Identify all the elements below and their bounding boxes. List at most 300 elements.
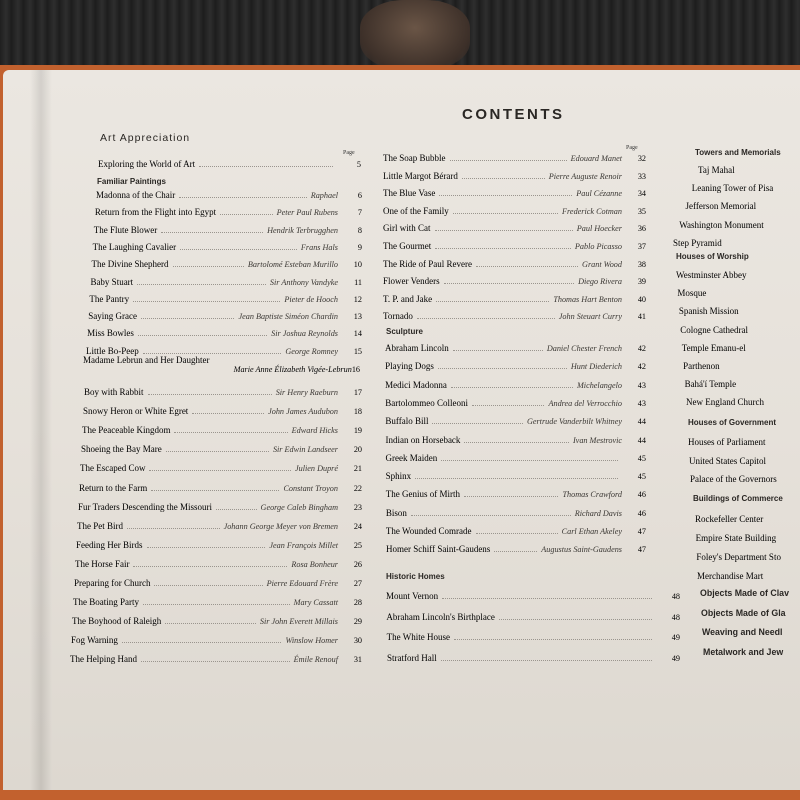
entry-artist: John Steuart Curry xyxy=(558,312,622,322)
entry-page: 45 xyxy=(637,472,646,482)
toc-entry[interactable] xyxy=(696,531,777,545)
dot-leader xyxy=(436,301,549,302)
toc-entry[interactable] xyxy=(685,377,737,391)
toc-entry[interactable] xyxy=(72,614,362,628)
entry-page: 8 xyxy=(357,225,362,235)
entry-page: 22 xyxy=(353,483,362,493)
toc-entry[interactable] xyxy=(677,286,706,300)
toc-entry[interactable] xyxy=(71,633,362,647)
entry-page: 30 xyxy=(353,636,362,646)
toc-entry[interactable] xyxy=(680,323,748,337)
entry-page: 26 xyxy=(353,559,362,569)
entry-title: Playing Dogs xyxy=(385,361,434,372)
toc-entry[interactable] xyxy=(688,435,765,449)
toc-entry[interactable] xyxy=(683,359,720,373)
entry-title: Bahá'í Temple xyxy=(684,379,737,390)
entry-page: 16 xyxy=(351,365,360,374)
entry-page: 48 xyxy=(671,612,680,622)
entry-page: 21 xyxy=(353,464,362,474)
entry-title: The Boating Party xyxy=(73,597,139,608)
dot-leader xyxy=(133,301,280,302)
entry-artist: Jean Baptiste Siméon Chardin xyxy=(238,312,338,322)
dot-leader xyxy=(154,585,262,586)
entry-artist: Gertrude Vanderbilt Whitney xyxy=(526,417,622,427)
dot-leader xyxy=(476,533,558,534)
toc-entry[interactable] xyxy=(98,157,361,171)
entry-title: Flower Venders xyxy=(383,276,440,287)
entry-title: Shoeing the Bay Mare xyxy=(81,444,162,455)
section-heading-commerce: Buildings of Commerce xyxy=(693,494,783,503)
entry-artist: Hunt Diederich xyxy=(570,362,622,372)
toc-entry[interactable] xyxy=(70,652,362,666)
entry-page: 47 xyxy=(637,545,646,555)
toc-entry[interactable] xyxy=(682,341,746,355)
entry-title: Parthenon xyxy=(683,361,720,371)
entry-title: Sphinx xyxy=(385,471,412,482)
entry-artist: George Romney xyxy=(285,346,338,356)
entry-page: 6 xyxy=(357,191,362,200)
entry-title: Metalwork and Jew xyxy=(703,646,784,657)
toc-entry-multiline[interactable] xyxy=(83,355,360,374)
entry-page: 35 xyxy=(637,206,646,216)
entry-artist: Thomas Crawford xyxy=(562,490,622,500)
toc-entry[interactable] xyxy=(385,396,646,410)
entry-page: 19 xyxy=(353,426,362,436)
toc-entry[interactable] xyxy=(90,275,362,289)
dot-leader xyxy=(439,195,572,196)
toc-entry[interactable] xyxy=(386,524,646,538)
dot-leader xyxy=(141,318,235,319)
toc-entry[interactable] xyxy=(94,223,362,237)
entry-artist: Bartolomé Esteban Murillo xyxy=(247,260,338,270)
entry-page: 11 xyxy=(354,277,362,287)
entry-title: United States Capitol xyxy=(689,455,766,466)
dot-leader xyxy=(216,509,257,510)
dot-leader xyxy=(220,214,272,215)
dot-leader xyxy=(476,266,578,267)
section-title-art-appreciation: Art Appreciation xyxy=(100,132,191,144)
toc-entry[interactable] xyxy=(80,461,362,475)
entry-title: One of the Family xyxy=(383,205,449,216)
entry-title: Return to the Farm xyxy=(79,482,148,493)
toc-entry[interactable] xyxy=(385,359,646,373)
toc-entry[interactable] xyxy=(383,204,646,218)
entry-page: 49 xyxy=(671,653,680,663)
entry-title: Jefferson Memorial xyxy=(685,201,757,212)
entry-page: 20 xyxy=(353,445,362,455)
toc-entry[interactable] xyxy=(385,378,646,392)
entry-page: 29 xyxy=(353,617,362,627)
toc-entry[interactable] xyxy=(78,500,362,514)
entry-title: Abraham Lincoln xyxy=(385,343,449,353)
entry-artist: Pierre Edouard Frère xyxy=(266,579,338,588)
toc-entry[interactable] xyxy=(385,414,646,428)
entry-title: Washington Monument xyxy=(679,219,764,230)
toc-entry[interactable] xyxy=(77,519,362,533)
dot-leader xyxy=(151,490,279,491)
entry-artist: Michelangelo xyxy=(576,380,622,390)
entry-page: 49 xyxy=(671,633,680,642)
entry-page: 44 xyxy=(637,417,646,427)
toc-entry[interactable] xyxy=(383,292,646,306)
toc-entry[interactable] xyxy=(74,576,362,590)
toc-entry[interactable] xyxy=(385,433,646,447)
page-column-label: Page xyxy=(343,150,355,156)
entry-page: 15 xyxy=(353,346,362,356)
entry-title: Snowy Heron or White Egret xyxy=(83,406,189,417)
entry-title: Objects Made of Clav xyxy=(700,588,789,598)
entry-title: The Divine Shepherd xyxy=(91,259,169,270)
entry-title: The Genius of Mirth xyxy=(385,489,460,500)
entry-title: Indian on Horseback xyxy=(385,434,461,445)
dot-leader xyxy=(143,604,290,605)
toc-entry[interactable] xyxy=(386,542,646,556)
toc-entry[interactable] xyxy=(386,451,646,465)
toc-entry[interactable] xyxy=(697,569,763,583)
entry-page: 37 xyxy=(637,242,646,251)
toc-entry[interactable] xyxy=(84,385,362,399)
toc-entry[interactable] xyxy=(75,557,362,571)
entry-artist: Hendrik Terbrugghen xyxy=(267,225,338,235)
toc-entry[interactable] xyxy=(686,199,757,213)
dot-leader xyxy=(438,368,567,369)
entry-title: Homer Schiff Saint-Gaudens xyxy=(386,544,491,555)
section-heading-familiar-paintings: Familiar Paintings xyxy=(97,177,166,186)
toc-entry[interactable] xyxy=(386,469,646,483)
entry-title: Mosque xyxy=(677,288,707,299)
entry-page: 25 xyxy=(353,540,362,550)
entry-artist: Augustus Saint-Gaudens xyxy=(541,545,622,555)
entry-title: Madame Lebrun and Her Daughter xyxy=(83,355,210,365)
entry-title: Greek Maiden xyxy=(385,452,438,463)
dot-leader xyxy=(173,266,244,267)
entry-artist: Paul Hoecker xyxy=(576,224,622,234)
entry-title: Spanish Mission xyxy=(678,306,739,317)
toc-entry[interactable] xyxy=(673,236,722,250)
toc-entry[interactable] xyxy=(83,404,362,418)
dot-leader xyxy=(453,213,558,214)
entry-artist: Frederick Cotman xyxy=(562,206,622,216)
dot-leader xyxy=(472,405,544,406)
toc-entry[interactable] xyxy=(96,188,362,202)
toc-entry[interactable] xyxy=(383,309,646,323)
entry-artist: Sir Edwin Landseer xyxy=(272,445,338,455)
entry-title: Boy with Rabbit xyxy=(84,387,144,397)
toc-entry[interactable] xyxy=(676,268,747,282)
dot-leader xyxy=(494,551,537,552)
entry-page: 23 xyxy=(353,502,362,512)
dot-leader xyxy=(180,249,297,250)
entry-artist: Edward Hicks xyxy=(291,426,338,436)
entry-title: Baby Stuart xyxy=(90,276,134,287)
dot-leader xyxy=(450,160,567,161)
entry-page: 10 xyxy=(353,260,362,270)
entry-title: The Helping Hand xyxy=(70,654,137,665)
dot-leader xyxy=(444,283,575,284)
entry-title: Bison xyxy=(385,507,407,518)
entry-page: 13 xyxy=(353,312,362,322)
entry-artist: Edouard Manet xyxy=(570,154,622,163)
entry-artist: Frans Hals xyxy=(300,242,338,252)
entry-page: 14 xyxy=(353,329,362,339)
section-heading-sculpture: Sculpture xyxy=(386,327,423,336)
entry-page: 24 xyxy=(353,521,362,531)
toc-entry[interactable] xyxy=(386,610,680,624)
entry-page: 39 xyxy=(637,277,646,287)
entry-title: The Gourmet xyxy=(383,241,432,251)
toc-entry[interactable] xyxy=(386,506,646,520)
entry-title: Little Margot Bérard xyxy=(383,170,458,181)
entry-artist: Sir Anthony Vandyke xyxy=(269,277,338,287)
toc-entry[interactable] xyxy=(88,309,362,323)
entry-title: Feeding Her Birds xyxy=(76,539,143,550)
entry-artist: Daniel Chester French xyxy=(546,344,622,353)
entry-artist: Sir Joshua Reynolds xyxy=(271,329,338,339)
dot-leader xyxy=(161,232,263,233)
toc-entry[interactable] xyxy=(698,163,735,177)
dot-leader xyxy=(435,248,571,249)
entry-title: Exploring the World of Art xyxy=(98,159,196,169)
entry-page: 34 xyxy=(637,189,646,199)
toc-entry[interactable] xyxy=(383,221,646,235)
dot-leader xyxy=(179,197,306,198)
dot-leader xyxy=(464,442,569,443)
page-column-label: Page xyxy=(626,145,638,151)
entry-title: Houses of Parliament xyxy=(688,437,766,447)
entry-title: Taj Mahal xyxy=(698,165,735,175)
toc-entry[interactable] xyxy=(87,326,362,340)
section-heading xyxy=(703,647,783,657)
toc-entry[interactable] xyxy=(692,181,773,195)
entry-title: Bartolommeo Colleoni xyxy=(385,397,469,408)
entry-artist: Andrea del Verrocchio xyxy=(548,398,622,408)
entry-title: The Laughing Cavalier xyxy=(92,241,177,252)
dot-leader xyxy=(192,413,264,414)
entry-artist: Mary Cassatt xyxy=(293,598,338,608)
entry-title: Girl with Cat xyxy=(383,223,431,234)
entry-title: Fur Traders Descending the Missouri xyxy=(78,501,212,512)
dot-leader xyxy=(435,230,573,231)
entry-page: 40 xyxy=(637,294,646,304)
dot-leader xyxy=(464,496,558,497)
entry-artist: George Caleb Bingham xyxy=(260,502,338,512)
dot-leader xyxy=(138,335,267,336)
toc-entry[interactable] xyxy=(81,442,362,456)
entry-title: The Escaped Cow xyxy=(80,463,146,474)
toc-entry[interactable] xyxy=(89,292,362,306)
entry-title: Miss Bowles xyxy=(87,328,134,339)
entry-page: 27 xyxy=(353,579,362,588)
entry-artist: Sir Henry Raeburn xyxy=(275,388,338,397)
dot-leader xyxy=(137,284,266,285)
entry-page: 32 xyxy=(637,154,646,163)
entry-title: Saying Grace xyxy=(88,311,137,322)
dot-leader xyxy=(442,598,652,599)
entry-page: 33 xyxy=(637,171,646,181)
entry-title: Stratford Hall xyxy=(387,652,437,663)
entry-artist: Raphael xyxy=(310,191,338,200)
entry-title: The Pantry xyxy=(89,293,130,304)
dot-leader xyxy=(166,451,269,452)
section-heading xyxy=(700,588,789,598)
entry-title: The Soap Bubble xyxy=(383,153,446,163)
section-heading-historic-homes: Historic Homes xyxy=(386,572,445,581)
entry-page: 47 xyxy=(637,527,646,536)
entry-page: 36 xyxy=(637,224,646,234)
entry-artist: Carl Ethan Akeley xyxy=(561,527,622,536)
entry-artist: Grant Wood xyxy=(582,259,622,269)
dot-leader xyxy=(411,515,571,516)
entry-artist: Constant Troyon xyxy=(283,483,338,493)
entry-page: 7 xyxy=(357,208,362,218)
entry-title: Temple Emanu-el xyxy=(681,342,746,353)
toc-entry[interactable] xyxy=(383,151,646,165)
toc-entry[interactable] xyxy=(690,472,777,486)
entry-page: 31 xyxy=(353,655,362,665)
toc-entry[interactable] xyxy=(383,186,646,200)
toc-entry[interactable] xyxy=(383,274,646,288)
entry-page: 43 xyxy=(637,380,646,390)
toc-entry[interactable] xyxy=(387,651,680,665)
entry-title: The Boyhood of Raleigh xyxy=(72,616,162,627)
toc-entry[interactable] xyxy=(695,512,763,526)
toc-entry[interactable] xyxy=(383,257,646,271)
dot-leader xyxy=(147,547,266,548)
dot-leader xyxy=(165,623,256,624)
dot-leader xyxy=(454,639,652,640)
entry-page: 38 xyxy=(637,259,646,269)
entry-title: Buffalo Bill xyxy=(385,416,429,427)
section-heading-worship: Houses of Worship xyxy=(676,252,749,261)
entry-artist: Émile Renouf xyxy=(293,655,338,665)
toc-entry[interactable] xyxy=(689,454,766,468)
toc-entry[interactable] xyxy=(387,630,680,644)
entry-title: Madonna of the Chair xyxy=(96,190,176,200)
entry-title: Return from the Flight into Egypt xyxy=(94,207,217,218)
entry-artist: Paul Cézanne xyxy=(576,189,622,199)
dot-leader xyxy=(133,566,287,567)
dot-leader xyxy=(143,353,282,354)
dot-leader xyxy=(199,166,333,167)
entry-title: Tornado xyxy=(383,311,413,322)
toc-entry[interactable] xyxy=(679,218,764,232)
dot-leader xyxy=(141,661,290,662)
entry-title: Step Pyramid xyxy=(673,237,722,248)
entry-title: Westminster Abbey xyxy=(676,270,747,280)
entry-artist: Pieter de Hooch xyxy=(284,294,338,304)
entry-artist: Ivan Mestrovic xyxy=(572,435,622,445)
entry-artist: Peter Paul Rubens xyxy=(276,208,338,218)
toc-entry[interactable] xyxy=(73,595,362,609)
entry-title: Preparing for Church xyxy=(74,578,151,588)
entry-page: 5 xyxy=(356,160,361,169)
entry-title: The Ride of Paul Revere xyxy=(383,258,472,269)
toc-entry[interactable] xyxy=(686,395,764,409)
toc-entry[interactable] xyxy=(82,423,362,437)
dot-leader xyxy=(453,350,543,351)
dot-leader xyxy=(441,460,618,461)
entry-title: Little Bo-Peep xyxy=(86,345,139,356)
background-arm xyxy=(360,0,470,70)
toc-entry[interactable] xyxy=(92,257,362,271)
entry-title: Mount Vernon xyxy=(386,591,439,601)
toc-entry[interactable] xyxy=(93,240,362,254)
dot-leader xyxy=(451,387,573,388)
entry-artist: Pablo Picasso xyxy=(574,242,622,251)
toc-entry[interactable] xyxy=(76,538,362,552)
toc-entry[interactable] xyxy=(696,550,781,564)
entry-title: Empire State Building xyxy=(695,533,777,543)
dot-leader xyxy=(417,318,555,319)
entry-title: Foley's Department Sto xyxy=(696,552,781,562)
entry-title: The Flute Blower xyxy=(93,224,158,235)
section-heading-towers: Towers and Memorials xyxy=(695,148,781,157)
entry-page: 46 xyxy=(637,508,646,518)
section-heading xyxy=(701,608,786,618)
toc-entry[interactable] xyxy=(79,481,362,495)
entry-title: Medici Madonna xyxy=(385,379,447,390)
entry-title: Abraham Lincoln's Birthplace xyxy=(386,611,495,622)
entry-title: The Peaceable Kingdom xyxy=(82,425,171,436)
dot-leader xyxy=(148,394,272,395)
entry-page: 41 xyxy=(637,312,646,322)
entry-title: Fog Warning xyxy=(71,635,118,646)
toc-entry[interactable] xyxy=(383,169,646,183)
entry-title: The Blue Vase xyxy=(383,188,436,199)
entry-artist: Johann George Meyer von Bremen xyxy=(223,521,338,531)
entry-page: 17 xyxy=(353,388,362,397)
entry-page: 9 xyxy=(357,242,362,252)
toc-entry[interactable] xyxy=(383,239,646,253)
section-heading xyxy=(702,627,783,637)
dot-leader xyxy=(462,178,545,179)
section-heading-government: Houses of Government xyxy=(688,418,777,427)
toc-entry[interactable] xyxy=(679,304,739,318)
entry-artist: Thomas Hart Benton xyxy=(553,294,622,304)
entry-title: Leaning Tower of Pisa xyxy=(691,183,774,194)
entry-title: Weaving and Needl xyxy=(702,627,783,637)
entry-title: The White House xyxy=(386,632,450,642)
dot-leader xyxy=(441,660,652,661)
entry-page: 12 xyxy=(353,294,362,304)
dot-leader xyxy=(499,619,652,620)
dot-leader xyxy=(174,432,287,433)
dot-leader xyxy=(127,528,220,529)
dot-leader xyxy=(415,478,618,479)
entry-artist: Richard Davis xyxy=(574,508,622,518)
toc-entry[interactable] xyxy=(95,205,362,219)
entry-title: The Wounded Comrade xyxy=(385,526,472,536)
dot-leader xyxy=(149,470,291,471)
entry-page: 44 xyxy=(637,435,646,445)
entry-title: The Pet Bird xyxy=(77,520,123,531)
toc-entry[interactable] xyxy=(386,589,680,603)
entry-title: Merchandise Mart xyxy=(697,571,764,581)
entry-artist: Julien Dupré xyxy=(295,464,338,474)
entry-page: 42 xyxy=(637,344,646,353)
entry-artist: Jean François Millet xyxy=(269,540,338,550)
entry-page: 45 xyxy=(637,453,646,463)
entry-artist: Sir John Everett Millais xyxy=(259,617,338,627)
dot-leader xyxy=(122,642,282,643)
page-gutter xyxy=(30,70,52,790)
entry-title: Objects Made of Gla xyxy=(701,607,786,618)
toc-entry[interactable] xyxy=(386,487,646,501)
entry-page: 43 xyxy=(637,398,646,408)
entry-artist: Marie Anne Élizabeth Vigée-Lebrun xyxy=(233,365,352,374)
entry-artist: Rosa Bonheur xyxy=(291,559,338,569)
toc-entry[interactable] xyxy=(385,341,646,355)
